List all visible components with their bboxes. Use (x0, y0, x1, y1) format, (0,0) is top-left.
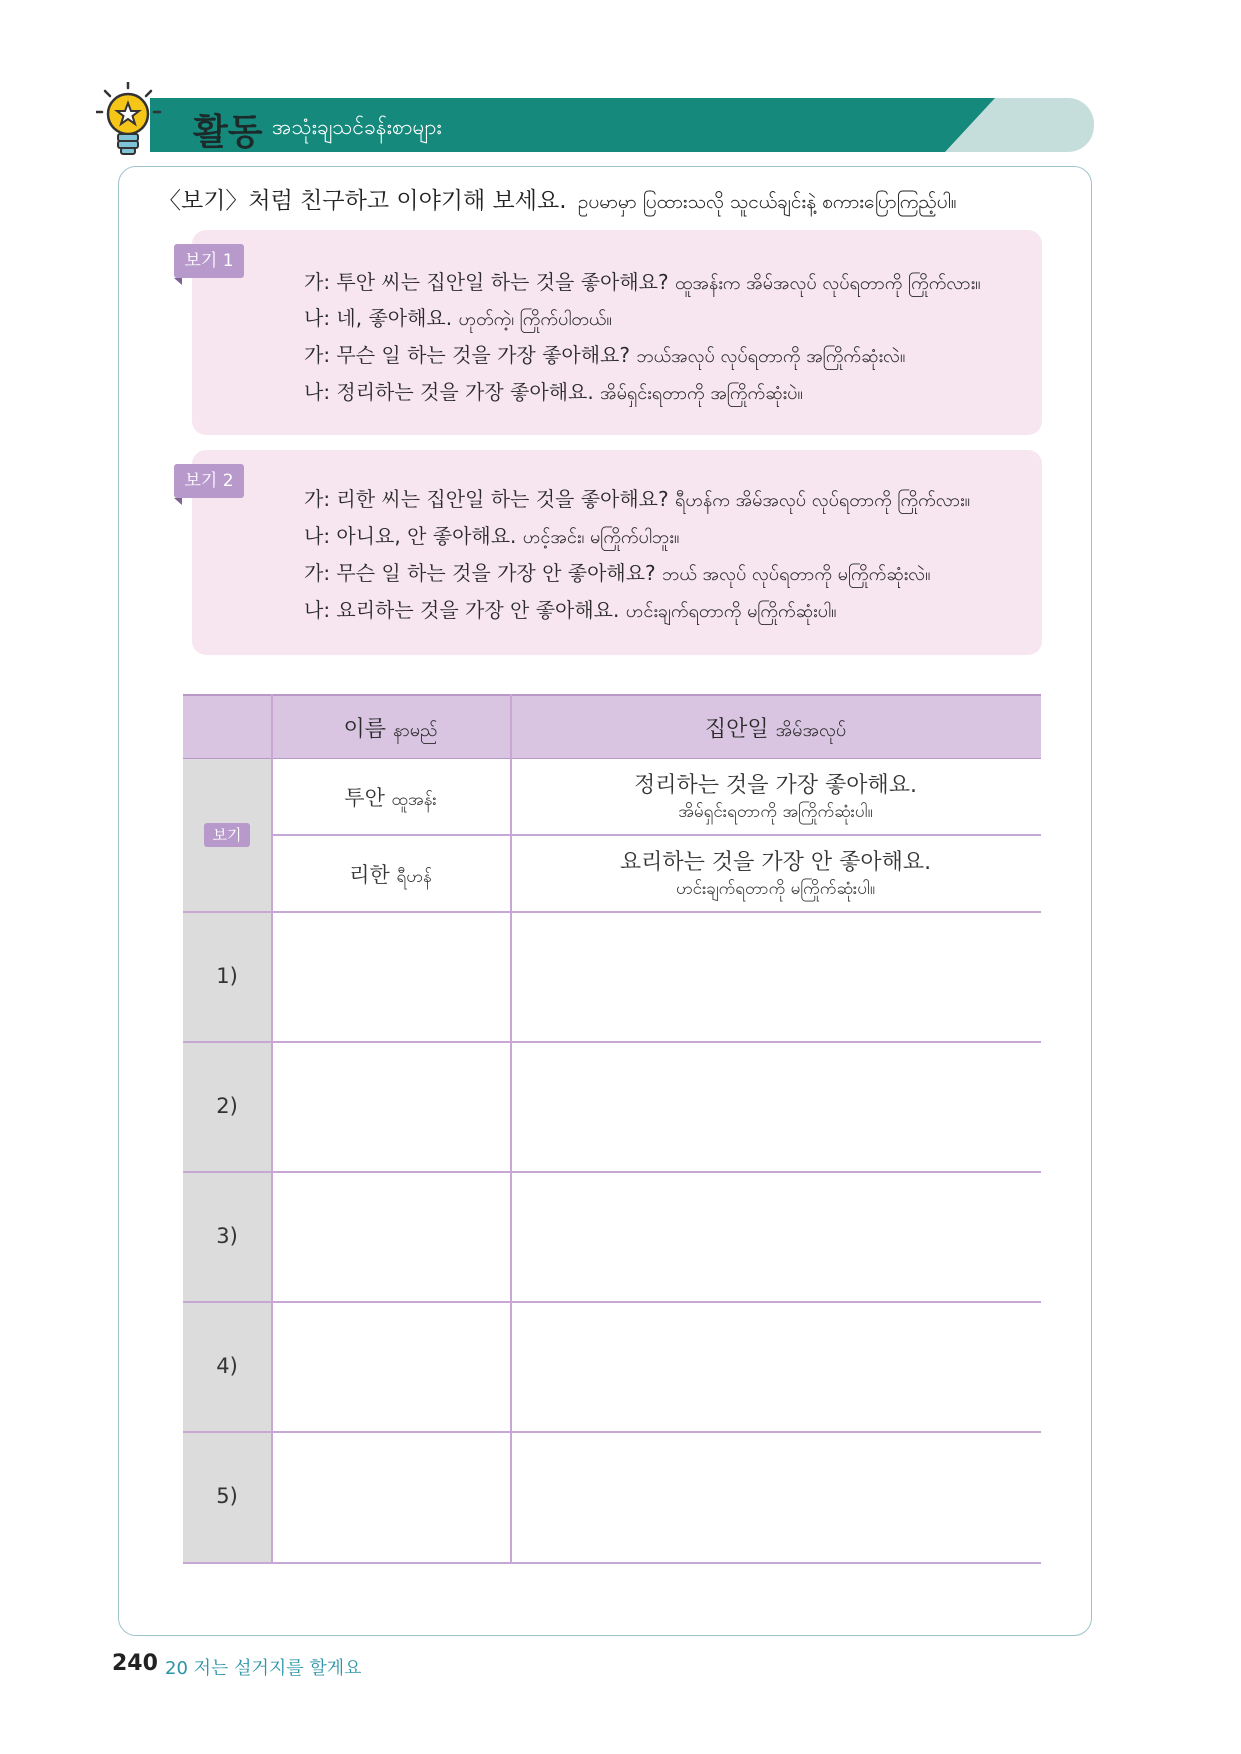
row-number-4: 4) (216, 1354, 238, 1378)
row-4-name-cell[interactable] (272, 1303, 509, 1430)
example-row-1-chore-mm: အိမ်ရှင်းရတာကို အကြိုက်ဆုံးပါ။ (678, 802, 873, 822)
example-1-line-3: 가: 무슨 일 하는 것을 가장 좋아해요? ဘယ်အလုပ် လုပ်ရတာကို အကြိုက်ဆုံးလဲ။ (304, 343, 906, 367)
example-badge: 보기 (204, 823, 250, 847)
row-2-name-cell[interactable] (272, 1043, 509, 1170)
row-1-chore-cell[interactable] (512, 913, 1041, 1040)
instruction (158, 182, 957, 218)
page-number: 240 (112, 1651, 158, 1676)
chores-table (183, 694, 1041, 1564)
chapter-title: 20 저는 설거지를 할게요 (165, 1658, 362, 1679)
example-row-1-name: 투안 ထူအန်း (344, 786, 437, 810)
row-number-5: 5) (216, 1484, 238, 1508)
banner-title: 활동 (193, 112, 263, 153)
row-4-chore-cell[interactable] (512, 1303, 1041, 1430)
example-tag-2: 보기 2 (174, 464, 244, 498)
row-5-chore-cell[interactable] (512, 1433, 1041, 1561)
example-2-line-4: 나: 요리하는 것을 가장 안 좋아해요. ဟင်းချက်ရတာကို မကြိုက်ဆုံးပါ။ (304, 598, 837, 622)
table-divider-h1 (271, 834, 1041, 836)
row-number-3: 3) (216, 1224, 238, 1248)
banner-dark-band (150, 98, 945, 152)
activity-banner (150, 98, 1094, 152)
example-2-line-3: 가: 무슨 일 하는 것을 가장 안 좋아해요? ဘယ် အလုပ် လုပ်ရတာကို မကြိုက်ဆုံးလဲ။ (304, 561, 931, 585)
example-1-line-2: 나: 네, 좋아해요. ဟုတ်ကဲ့၊ ကြိုက်ပါတယ်။ (304, 306, 612, 330)
table-divider-h7 (183, 1562, 1041, 1564)
example-1-line-4: 나: 정리하는 것을 가장 좋아해요. အိမ်ရှင်းရတာကို အကြိုက်ဆုံးပဲ။ (304, 380, 803, 404)
instruction-ko: 〈보기〉처럼 친구하고 이야기해 보세요. (158, 188, 567, 214)
header-chore: 집안일 အိမ်အလုပ် (704, 717, 847, 742)
table-side-column (183, 759, 271, 1564)
row-number-1: 1) (216, 964, 238, 988)
instruction-mm: ဥပမာမှာ ပြထားသလို သူငယ်ချင်းနဲ့ စကားပြောကြည့်ပါ။ (577, 191, 957, 213)
row-number-2: 2) (216, 1094, 238, 1118)
lightbulb-star-icon (96, 82, 166, 162)
row-5-name-cell[interactable] (272, 1433, 509, 1561)
example-1-line-1: 가: 투안 씨는 집안일 하는 것을 좋아해요? ထူအန်းက အိမ်အလုပ် လုပ်ရတာကို ကြိုက်လား။ (304, 270, 981, 294)
example-tag-1: 보기 1 (174, 244, 244, 278)
row-1-name-cell[interactable] (272, 913, 509, 1040)
example-row-2-name: 리한 ရီဟန် (349, 863, 432, 887)
example-row-2-chore-ko: 요리하는 것을 가장 안 좋아해요. (619, 850, 932, 875)
example-2-line-2: 나: 아니요, 안 좋아해요. ဟင့်အင်း၊ မကြိုက်ပါဘူး။ (304, 524, 680, 548)
banner-subtitle: အသုံးချသင်ခန်းစာများ (272, 115, 442, 139)
row-3-chore-cell[interactable] (512, 1173, 1041, 1300)
example-2-line-1: 가: 리한 씨는 집안일 하는 것을 좋아해요? ရီဟန်က အိမ်အလုပ် လုပ်ရတာကို ကြိုက်လား။ (304, 487, 971, 511)
header-name: 이름 နာမည် (343, 717, 438, 742)
example-row-2-chore-mm: ဟင်းချက်ရတာကို မကြိုက်ဆုံးပါ။ (676, 879, 875, 899)
row-3-name-cell[interactable] (272, 1173, 509, 1300)
row-2-chore-cell[interactable] (512, 1043, 1041, 1170)
example-row-1-chore-ko: 정리하는 것을 가장 좋아해요. (634, 773, 917, 798)
